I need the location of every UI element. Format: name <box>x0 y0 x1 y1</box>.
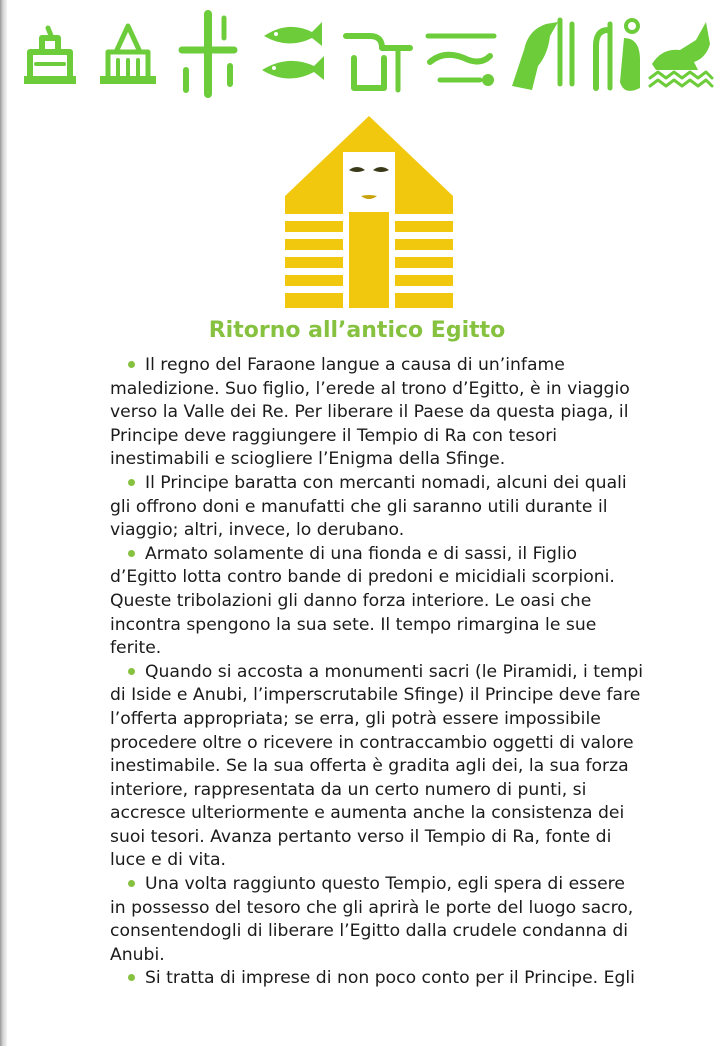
bullet-dot-icon <box>128 974 135 981</box>
bullet-dot-icon <box>128 361 135 368</box>
paragraph-text: Una volta raggiunto questo Tempio, egli spera di essere in possesso del tesoro che gli aprirà le porte del luogo sacro, consentendogli di liberare l’Egitto dalla crudele condanna di Anubi. <box>110 874 634 965</box>
sphinx-emblem-icon <box>281 116 457 308</box>
paragraph-text: Il regno del Faraone langue a causa di un’infame maledizione. Suo figlio, l’erede al trono d’Egitto, è in viaggio verso la Valle dei Re. Per liberare il Paese da questa piaga, il Principe deve raggiungere il Tempio di Ra con tesori inestimabili e sciogliere l’Enigma della Sfinge. <box>110 355 630 470</box>
section-title: Ritorno all’antico Egitto <box>208 318 506 343</box>
paragraph <box>110 661 644 873</box>
page-edge-shadow <box>0 0 7 1046</box>
bullet-dot-icon <box>128 550 135 557</box>
paragraph <box>110 873 644 967</box>
bullet-dot-icon <box>128 479 135 486</box>
bullet-dot-icon <box>128 880 135 887</box>
hieroglyph-band-icon <box>14 4 714 100</box>
paragraph-text: Il Principe baratta con mercanti nomadi, alcuni dei quali gli offrono doni e manufatti che gli saranno utili durante il viaggio; altri, invece, lo derubano. <box>110 472 627 541</box>
body-text <box>110 354 644 991</box>
paragraph <box>110 543 644 661</box>
bullet-dot-icon <box>128 668 135 675</box>
paragraph-text: Quando si accosta a monumenti sacri (le Piramidi, i tempi di Iside e Anubi, l’imperscrutabile Sfinge) il Principe deve fare l’offerta appropriata; se erra, gli potrà essere impossibile procedere oltre o ricevere in contraccambio oggetti di valore inestimabile. Se la sua offerta è gradita agli dei, la sua forza interiore, rappresentata da un certo numero di punti, si accresce ulteriormente e aumenta anche la consistenza dei suoi tesori. Avanza pertanto verso il Tempio di Ra, fonte di luce e di vita. <box>110 661 644 871</box>
paragraph-text: Armato solamente di una fionda e di sassi, il Figlio d’Egitto lotta contro bande di predoni e micidiali scorpioni. Queste tribolazioni gli danno forza interiore. Le oasi che incontra spengono la sua sete. Il tempo rimargina le sue ferite. <box>110 543 615 659</box>
paragraph-text: Si tratta di imprese di non poco conto per il Principe. Egli <box>145 968 635 989</box>
paragraph <box>110 354 644 472</box>
paragraph <box>110 472 644 543</box>
paragraph <box>110 967 644 991</box>
